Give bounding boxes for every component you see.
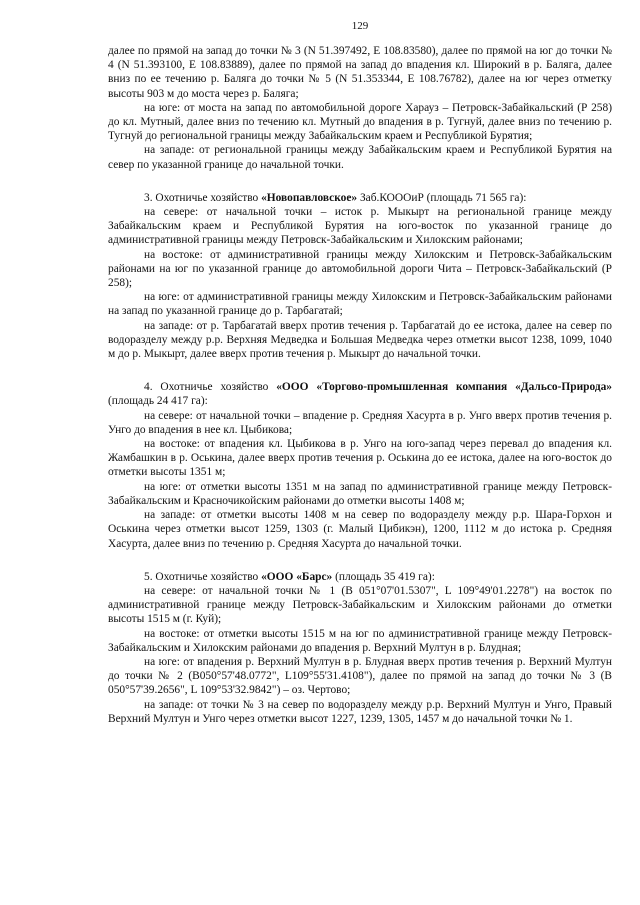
paragraph-west-boundary: на западе: от отметки высоты 1408 м на север по водоразделу между р.р. Шара-Горхон и Оськина через отметки высот 1259, 1303 (г. Малый Цибикэн), 1200, 1112 м до истока р. Средняя Хасурта, далее вниз по течению р. Средняя Хасурта до начальной точки. <box>108 509 612 550</box>
page-number: 129 <box>351 20 369 32</box>
paragraph-boundary-continuation: далее по прямой на запад до точки № 3 (N 51.397492, E 108.83580), далее по прямой на юг до точки № 4 (N 51.393100, E 108.83889), далее по прямой на запад до впадения кл. Широкий в р. Баляга, далее вниз по ее течению р. Баляга до точки № 5 (N 51.353344, E 108.76782), далее на юг через отметку высоты 903 м до моста через р. Баляга; <box>108 45 612 100</box>
heading-prefix: 3. Охотничье хозяйство <box>144 191 262 204</box>
section-heading-4 <box>108 380 612 408</box>
section-spacer <box>108 361 612 380</box>
paragraph-north-boundary: на севере: от начальной точки № 1 (B 051°07'01.5307", L 109°49'01.2278") на восток по административной границе между Петровск-Забайкальским и Хилокским районами до отметки высоты 1515 м (г. Куй); <box>108 584 612 626</box>
paragraph-south-boundary: на юге: от административной границы между Хилокским и Петровск-Забайкальским районами на запад по указанной границе до р. Тарбагатай; <box>108 291 612 318</box>
section-spacer <box>108 172 612 191</box>
heading-name: «ООО «Барс» <box>261 570 333 583</box>
paragraph-west-boundary: на западе: от точки № 3 на север по водоразделу между р.р. Верхний Мултун и Унго, Правый Верхний Мултун и Унго через отметки высот 1227, 1239, 1305, 1457 м до начальной точки № 1. <box>108 698 612 725</box>
heading-name: «ООО «Торгово-промышленная компания «Дальсо-Природа» <box>276 381 612 394</box>
paragraph-east-boundary: на востоке: от отметки высоты 1515 м на юг по административной границе между Петровск-Забайкальским и Хилокским районами до впадения р. Верхний Мултун в р. Блудная; <box>108 627 612 654</box>
section-spacer <box>108 551 612 570</box>
paragraph-east-boundary: на востоке: от административной границы между Хилокским и Петровск-Забайкальским районами на юг по указанной границе до автомобильной дороги Чита – Петровск-Забайкальский (Р 258); <box>108 248 612 290</box>
section-heading-5 <box>108 570 612 584</box>
heading-prefix: 4. Охотничье хозяйство <box>144 381 277 394</box>
heading-prefix: 5. Охотничье хозяйство <box>144 570 262 583</box>
paragraph-south-boundary: на юге: от моста на запад по автомобильной дороге Харауз – Петровск-Забайкальский (Р 258) до кл. Мутный, далее вниз по течению кл. Мутный до впадения в р. Тугнуй, далее вниз по течению р. Тугнуй до региональной границы между Забайкальским краем и Республикой Бурятия; <box>108 101 612 143</box>
paragraph-north-boundary: на севере: от начальной точки – впадение р. Средняя Хасурта в р. Унго вверх против течения р. Унго до впадения в нее кл. Цыбикова; <box>108 409 612 436</box>
section-heading-3 <box>108 191 612 205</box>
document-body <box>108 44 612 726</box>
paragraph-north-boundary: на севере: от начальной точки – исток р. Мыкырт на региональной границе между Забайкальским краем и Республикой Бурятия на юго-восток по указанной границе до административной границы между Петровск-Забайкальским и Хилокским районами; <box>108 206 612 247</box>
paragraph-west-boundary: на западе: от р. Тарбагатай вверх против течения р. Тарбагатай до ее истока, далее на север по водоразделу между р.р. Верхняя Медведка и Большая Медведка через отметки высот 1238, 1099, 1040 м до р. Мыкырт, далее вверх против течения р. Мыкырт до начальной точки. <box>108 319 612 361</box>
paragraph-south-boundary: на юге: от впадения р. Верхний Мултун в р. Блудная вверх против течения р. Верхний Мултун до точки № 2 (B050°57'48.0772", L109°55'31.4108"), далее по прямой на запад до точки № 3 (B 050°57'39.2656", L 109°53'32.9842") – оз. Чертово; <box>108 655 612 697</box>
heading-suffix: (площадь 35 419 га): <box>332 570 435 583</box>
document-page <box>108 0 612 905</box>
paragraph-west-boundary: на западе: от региональной границы между Забайкальским краем и Республикой Бурятия на север по указанной границе до начальной точки. <box>108 144 612 171</box>
heading-suffix: (площадь 24 417 га): <box>108 395 208 408</box>
heading-suffix: Заб.КОООиР (площадь 71 565 га): <box>357 191 527 204</box>
paragraph-south-boundary: на юге: от отметки высоты 1351 м на запад по административной границе между Петровск-Забайкальским и Красночикойским районами до отметки высоты 1408 м; <box>108 480 612 507</box>
paragraph-east-boundary: на востоке: от впадения кл. Цыбикова в р. Унго на юго-запад через перевал до впадения кл. Жамбашкин в р. Оськина, далее вверх против течения р. Оськина до ее истока, далее на юго-восток до отметки высоты 1351 м; <box>108 438 612 479</box>
heading-name: «Новопавловское» <box>261 191 358 204</box>
